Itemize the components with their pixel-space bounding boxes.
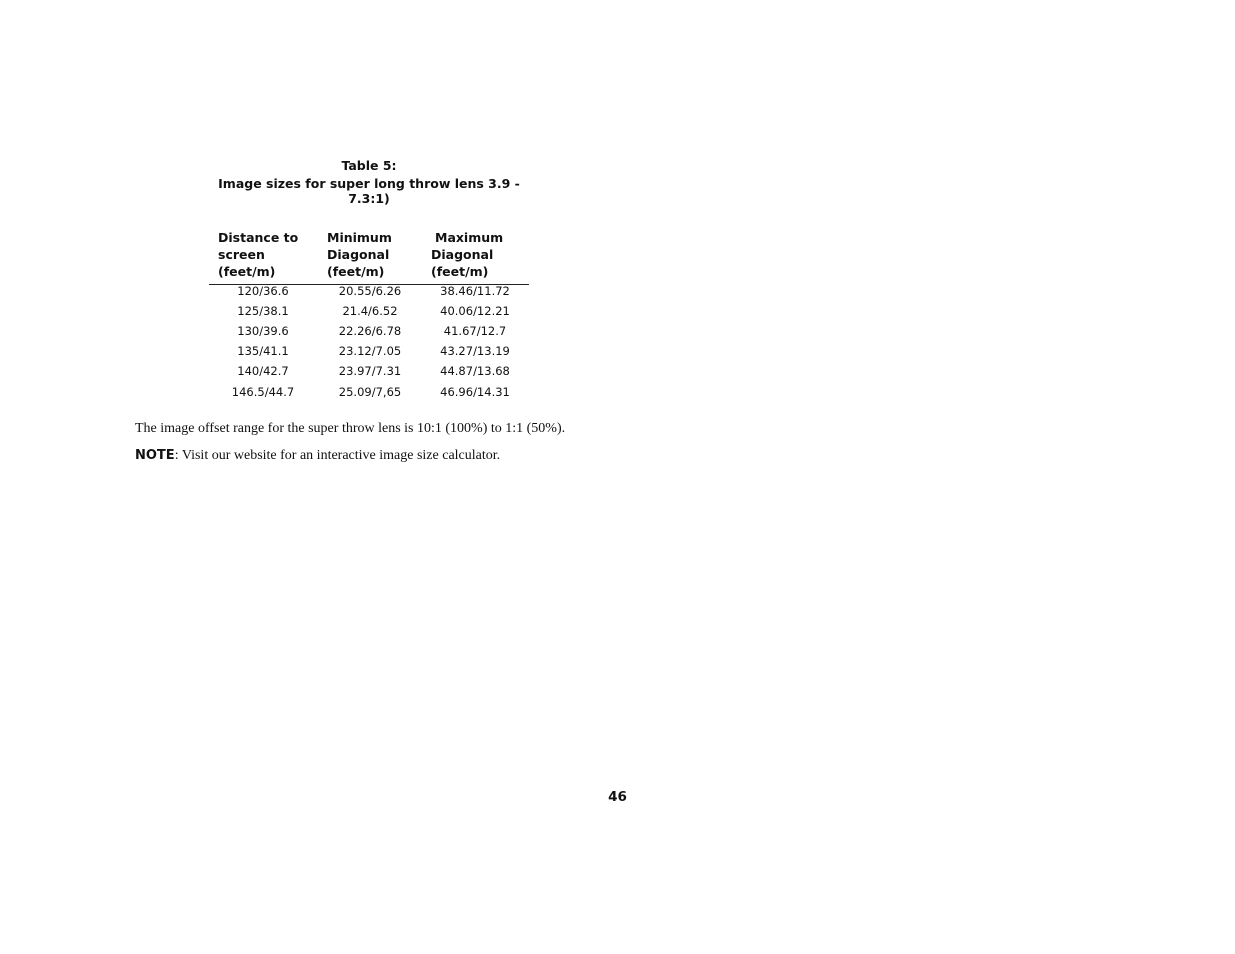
table-row: [0, 324, 600, 344]
table-cell-min-diagonal: 23.12/7.05: [338, 344, 402, 358]
table-cell-min-diagonal: 20.55/6.26: [338, 284, 402, 298]
table-cell-max-diagonal: 40.06/12.21: [440, 304, 510, 318]
page-number: 46: [608, 789, 627, 805]
table-cell-max-diagonal: 43.27/13.19: [440, 344, 510, 358]
table-cell-distance: 125/38.1: [237, 304, 289, 318]
table-row: [0, 344, 600, 364]
table-cell-max-diagonal: 38.46/11.72: [440, 284, 510, 298]
column-header-line: Distance to: [218, 230, 299, 245]
column-header-line: Diagonal: [327, 247, 390, 262]
table-caption-number: Table 5:: [341, 158, 397, 173]
table-row: [0, 385, 600, 405]
table-cell-distance: 135/41.1: [237, 344, 289, 358]
column-header-line: Maximum: [435, 230, 504, 245]
column-header-line: (feet/m): [327, 264, 385, 279]
offset-range-paragraph: The image offset range for the super throw lens is 10:1 (100%) to 1:1 (50%).: [135, 421, 566, 436]
table-cell-distance: 120/36.6: [237, 284, 289, 298]
note-paragraph: [135, 448, 500, 464]
column-header-maximum-diagonal: [431, 229, 503, 280]
table-cell-min-diagonal: 22.26/6.78: [338, 324, 402, 338]
column-header-line: screen: [218, 247, 265, 262]
table-cell-distance: 146.5/44.7: [231, 385, 295, 399]
table-cell-min-diagonal: 23.97/7.31: [338, 364, 402, 378]
note-text: : Visit our website for an interactive image size calculator.: [174, 448, 501, 463]
column-header-distance: [218, 229, 298, 280]
table-cell-min-diagonal: 21.4/6.52: [342, 304, 398, 318]
table-cell-min-diagonal: 25.09/7,65: [338, 385, 402, 399]
table-row: [0, 304, 600, 324]
column-header-line: (feet/m): [431, 264, 489, 279]
table-caption-title: Image sizes for super long throw lens 3.9 - 7.3:1): [218, 176, 520, 206]
table-cell-max-diagonal: 46.96/14.31: [440, 385, 510, 399]
table-cell-distance: 130/39.6: [237, 324, 289, 338]
column-header-line: Minimum: [327, 230, 392, 245]
column-header-minimum-diagonal: [327, 229, 392, 280]
note-label: NOTE: [135, 448, 175, 463]
table-cell-max-diagonal: 41.67/12.7: [443, 324, 507, 338]
table-row: [0, 364, 600, 384]
table-cell-distance: 140/42.7: [237, 364, 289, 378]
column-header-line: Diagonal: [431, 247, 494, 262]
table-cell-max-diagonal: 44.87/13.68: [440, 364, 510, 378]
table-row: [0, 284, 600, 304]
column-header-line: (feet/m): [218, 264, 276, 279]
